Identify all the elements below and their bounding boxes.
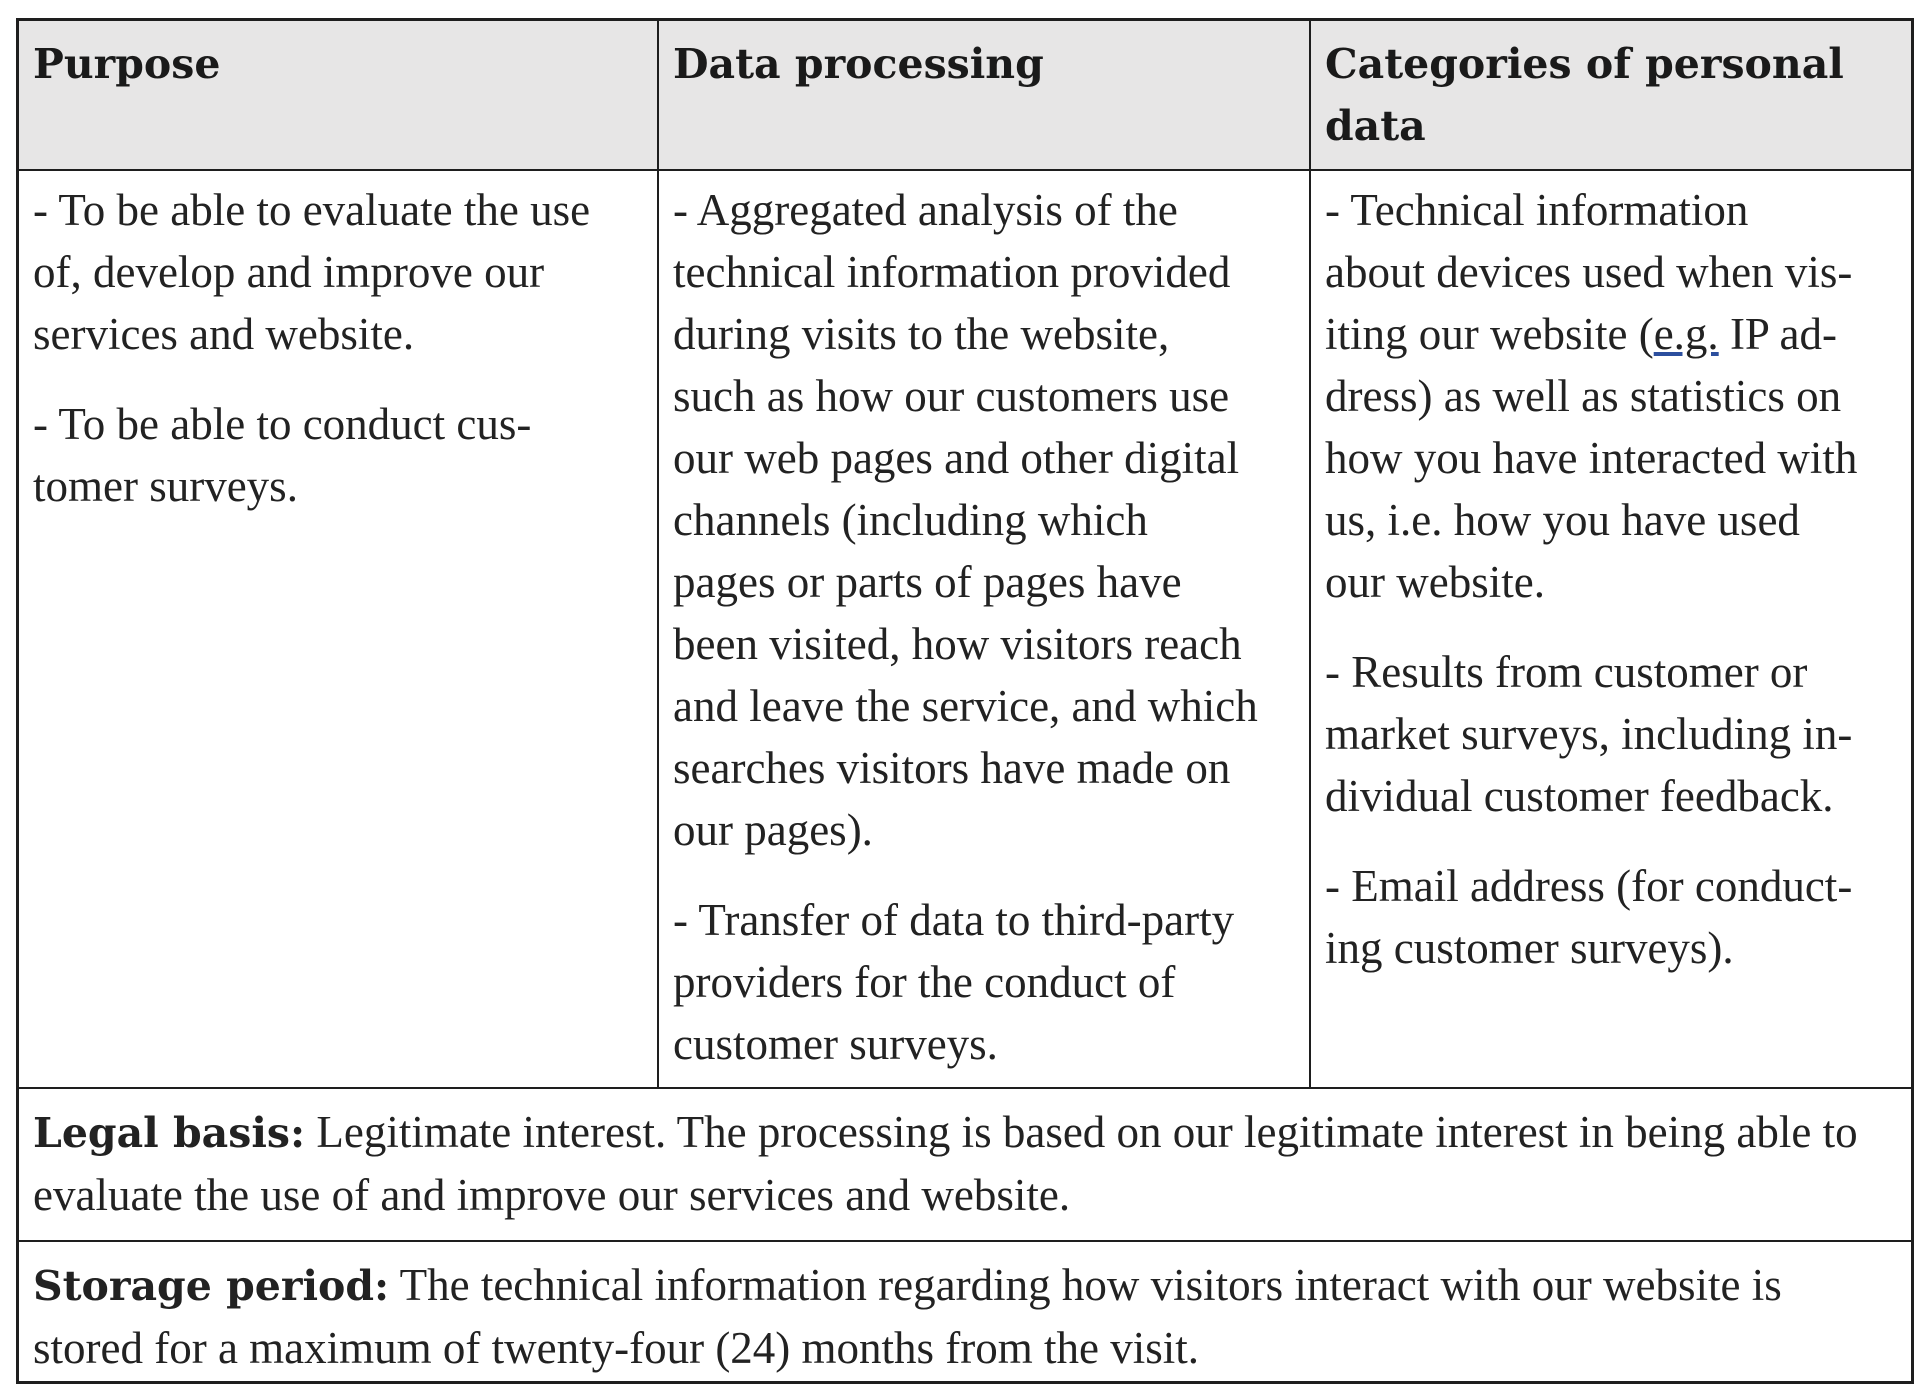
table-header-row xyxy=(19,21,1911,171)
eg-abbreviation: e.g. xyxy=(1653,309,1719,359)
purpose-item: - To be able to conduct cus- tomer surveys. xyxy=(33,399,532,511)
table-body-row xyxy=(19,171,1911,1089)
purpose-cell xyxy=(19,171,659,1087)
legal-basis-text xyxy=(33,1101,1897,1226)
legal-basis-label: Legal basis: xyxy=(33,1109,306,1157)
legal-basis-row xyxy=(19,1089,1911,1242)
header-categories: Categories of personal data xyxy=(1325,40,1844,150)
categories-list xyxy=(1325,179,1907,1007)
categories-item: - Results from customer or market surveys, including in- dividual customer feedback. xyxy=(1325,647,1853,821)
processing-cell xyxy=(659,171,1311,1087)
header-data-processing: Data processing xyxy=(673,40,1044,88)
header-purpose: Purpose xyxy=(33,40,221,88)
purpose-list xyxy=(33,179,653,545)
header-cell-categories xyxy=(1311,21,1911,169)
storage-period-label: Storage period: xyxy=(33,1262,390,1310)
storage-period-row xyxy=(19,1242,1911,1384)
storage-period-body: The technical information regarding how visitors interact with our website is stored for a maximum of twenty-four (24) months from the visit. xyxy=(33,1260,1782,1373)
categories-item: - Email address (for conduct- ing customer surveys). xyxy=(1325,861,1853,973)
data-processing-table xyxy=(16,18,1914,1384)
storage-period-text xyxy=(33,1254,1897,1379)
categories-item-1-end: IP ad- dress) as well as statistics on how you have interacted with us, i.e. how you have used our website. xyxy=(1325,309,1858,607)
header-cell-purpose xyxy=(19,21,659,169)
categories-cell xyxy=(1311,171,1911,1087)
categories-item xyxy=(1325,179,1907,613)
processing-item: - Aggregated analysis of the technical information provided during visits to the website, such as how our customers use our web pages and other digital channels (including which pages or parts of pages have been visited, how visitors reach and leave the service, and which searches visitors have made on our pages). xyxy=(673,185,1258,855)
processing-list xyxy=(673,179,1305,1103)
categories-item-1-start: - Technical information about devices used when vis- iting our website ( xyxy=(1325,185,1853,359)
purpose-item: - To be able to evaluate the use of, develop and improve our services and website. xyxy=(33,185,591,359)
processing-item: - Transfer of data to third-party providers for the conduct of customer surveys. xyxy=(673,895,1235,1069)
header-cell-processing xyxy=(659,21,1311,169)
legal-basis-body: Legitimate interest. The processing is based on our legitimate interest in being able to evaluate the use of and improve our services and website. xyxy=(33,1107,1858,1220)
